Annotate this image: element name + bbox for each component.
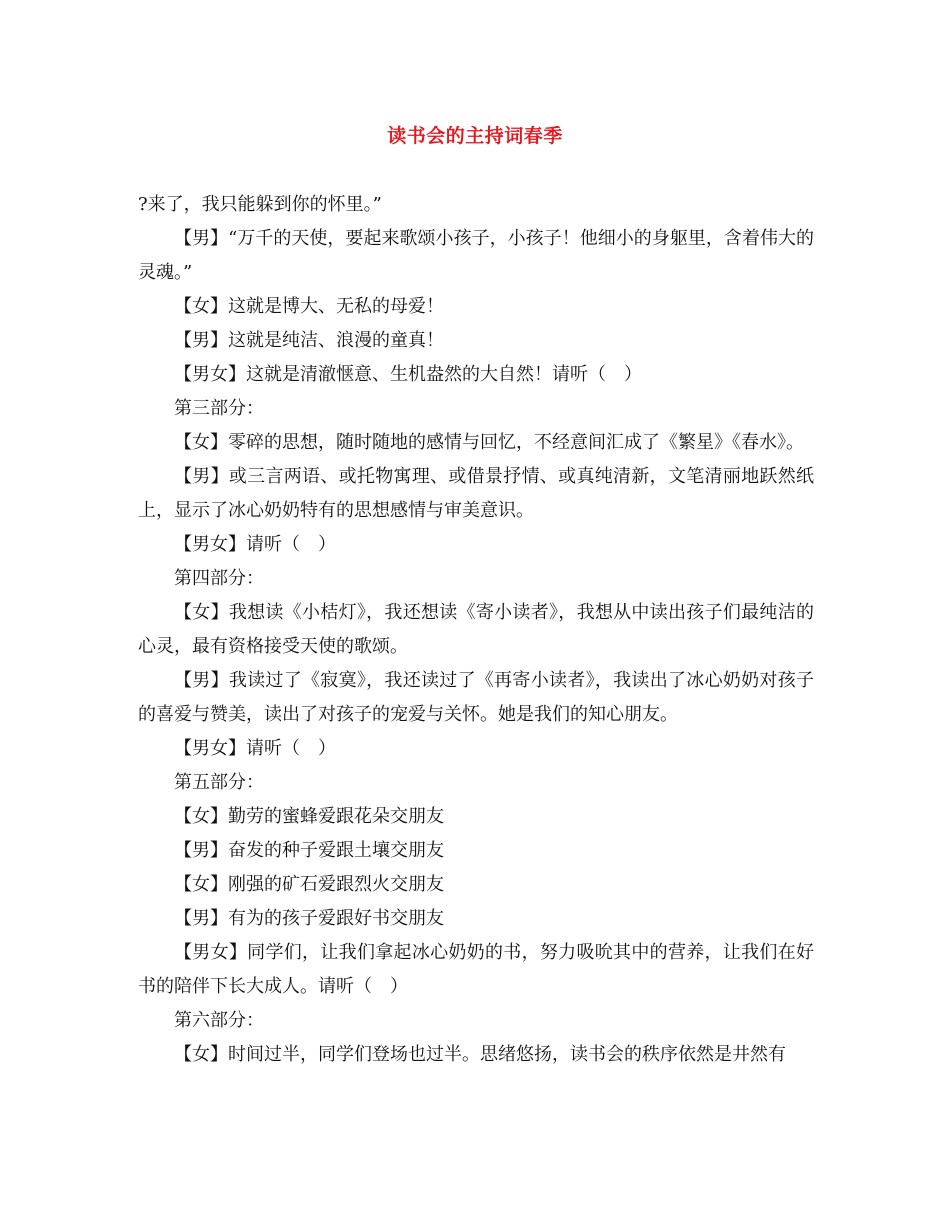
paragraph: 【男】或三言两语、或托物寓理、或借景抒情、或真纯清新，文笔清丽地跃然纸上，显示了冰心奶奶特有的思想感情与审美意识。 <box>138 466 814 521</box>
paragraph: ?来了，我只能躲到你的怀里。” <box>138 194 382 215</box>
paragraph: 【男女】这就是清澈惬意、生机盎然的大自然！请听（ ） <box>174 364 642 385</box>
paragraph: 【男】我读过了《寂寞》，我还读过了《再寄小读者》，我读出了冰心奶奶对孩子的喜爱与赞美，读出了对孩子的宠爱与关怀。她是我们的知心朋友。 <box>138 670 814 725</box>
paragraph: 第四部分： <box>174 568 264 589</box>
document-title: 读书会的主持词春季 <box>387 125 563 147</box>
paragraph: 【男女】同学们，让我们拿起冰心奶奶的书，努力吸吮其中的营养，让我们在好书的陪伴下长大成人。请听（ ） <box>138 942 814 997</box>
paragraph: 【女】我想读《小桔灯》，我还想读《寄小读者》，我想从中读出孩子们最纯洁的心灵，最有资格接受天使的歌颂。 <box>138 602 814 657</box>
paragraph: 第三部分： <box>174 398 264 419</box>
paragraph: 【男】有为的孩子爱跟好书交朋友 <box>174 908 444 929</box>
paragraph: 【女】时间过半，同学们登场也过半。思绪悠扬，读书会的秩序依然是井然有 <box>174 1044 786 1065</box>
paragraph: 【男】“万千的天使，要起来歌颂小孩子，小孩子！他细小的身躯里，含着伟大的灵魂。” <box>138 228 814 283</box>
paragraph: 第五部分： <box>174 772 264 793</box>
paragraph: 【女】零碎的思想，随时随地的感情与回忆，不经意间汇成了《繁星》《春水》。 <box>174 432 804 453</box>
paragraph: 第六部分： <box>174 1010 264 1031</box>
paragraph: 【女】这就是博大、无私的母爱！ <box>174 296 444 317</box>
paragraph: 【男】这就是纯洁、浪漫的童真！ <box>174 330 444 351</box>
paragraph: 【男女】请听（ ） <box>174 534 336 555</box>
document-body <box>138 188 814 1072</box>
paragraph: 【男】奋发的种子爱跟土壤交朋友 <box>174 840 444 861</box>
paragraph: 【男女】请听（ ） <box>174 738 336 759</box>
paragraph: 【女】勤劳的蜜蜂爱跟花朵交朋友 <box>174 806 444 827</box>
paragraph: 【女】刚强的矿石爱跟烈火交朋友 <box>174 874 444 895</box>
